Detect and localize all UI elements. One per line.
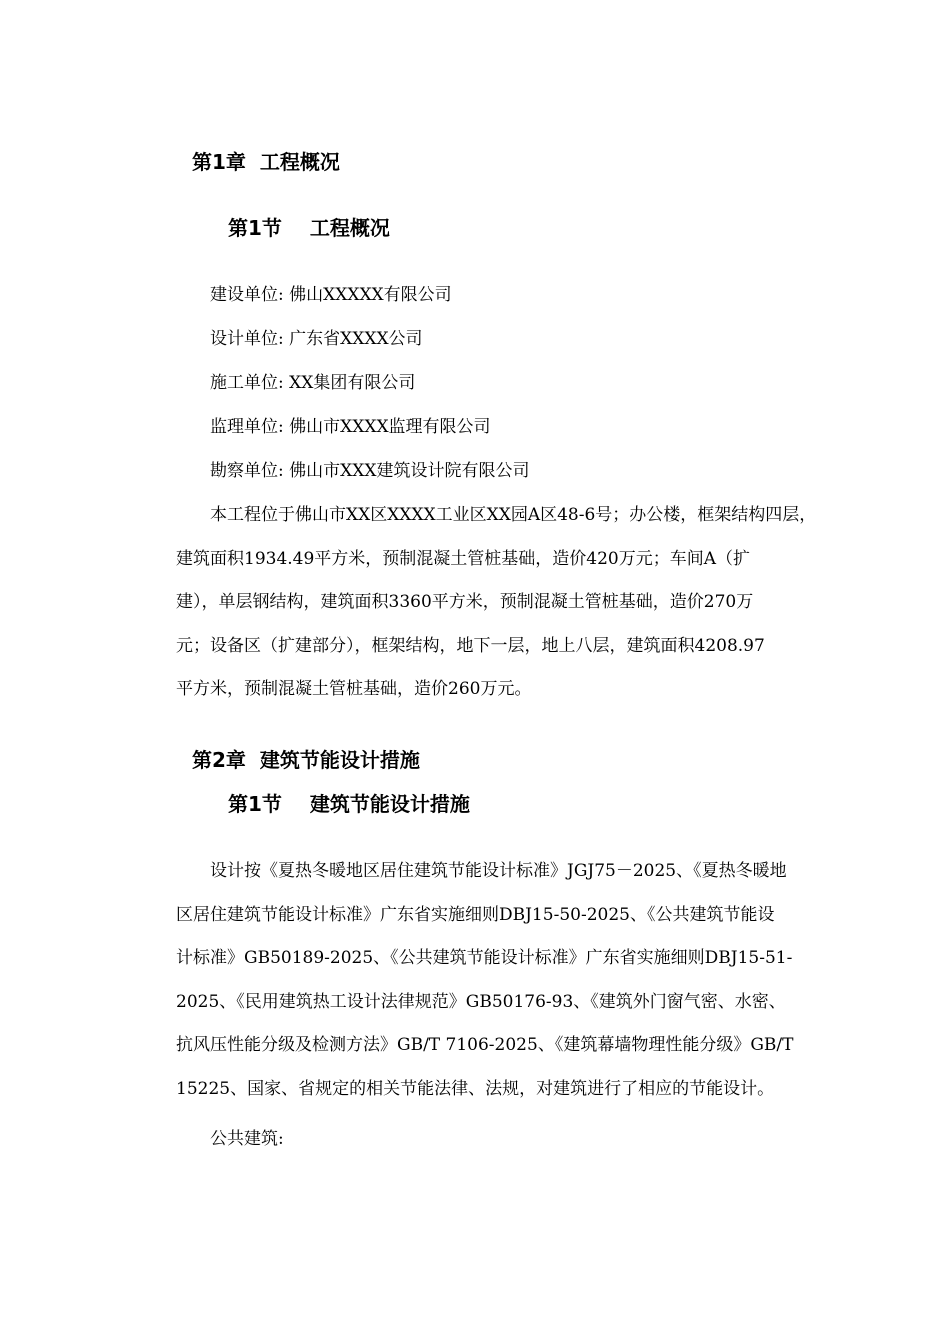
info-value: 佛山市XXXX监理有限公司 [289, 417, 491, 437]
public-building-label: 公共建筑: [210, 1129, 284, 1149]
info-value: 佛山市XXX建筑设计院有限公司 [289, 461, 530, 481]
design-line: 区居住建筑节能设计标准》广东省实施细则DBJ15-50-2025、《公共建筑节能设 [176, 904, 775, 925]
info-row-supervisor [210, 415, 491, 439]
design-line: 抗风压性能分级及检测方法》GB/T 7106-2025、《建筑幕墙物理性能分级》GB/T [176, 1035, 794, 1055]
design-line: 15225、国家、省规定的相关节能法律、法规，对建筑进行了相应的节能设计。 [176, 1078, 775, 1099]
info-label: 监理单位: [210, 417, 284, 437]
chapter-2-heading [192, 748, 420, 772]
overview-line: 平方米，预制混凝土管桩基础，造价260万元。 [176, 679, 532, 699]
info-label: 施工单位: [210, 373, 284, 393]
info-label: 建设单位: [210, 285, 284, 305]
info-value: XX集团有限公司 [289, 373, 416, 393]
design-line: 设计按《夏热冬暖地区居住建筑节能设计标准》JGJ75－2025、《夏热冬暖地 [210, 861, 787, 881]
info-value: 广东省XXXX公司 [289, 329, 423, 349]
info-label: 设计单位: [210, 329, 284, 349]
chapter-1-number: 第1章 [192, 150, 246, 174]
overview-line: 建），单层钢结构，建筑面积3360平方米，预制混凝土管桩基础，造价270万 [176, 592, 754, 612]
section-2-1-number: 第1节 [228, 792, 282, 816]
section-1-1-title: 工程概况 [309, 216, 390, 240]
overview-line: 元；设备区（扩建部分），框架结构，地下一层，地上八层，建筑面积4208.97 [176, 635, 765, 656]
info-row-client [210, 283, 452, 307]
overview-line: 建筑面积1934.49平方米，预制混凝土管桩基础，造价420万元；车间A（扩 [176, 548, 751, 569]
section-1-1-number: 第1节 [228, 216, 282, 240]
section-2-1-heading [228, 792, 470, 816]
info-label: 勘察单位: [210, 461, 284, 481]
chapter-2-number: 第2章 [192, 748, 246, 772]
design-line: 2025、《民用建筑热工设计法律规范》GB50176-93、《建筑外门窗气密、水密、 [176, 991, 786, 1012]
info-row-contractor [210, 371, 415, 395]
design-standards-paragraph [176, 850, 856, 1111]
overview-paragraph [176, 494, 856, 712]
section-1-1-heading [228, 216, 390, 240]
chapter-2-title: 建筑节能设计措施 [259, 748, 420, 772]
overview-line: 本工程位于佛山市XX区XXXX工业区XX园A区48-6号；办公楼，框架结构四层， [210, 505, 817, 525]
chapter-1-heading [192, 150, 340, 174]
section-2-1-title: 建筑节能设计措施 [309, 792, 470, 816]
info-row-designer [210, 327, 423, 351]
design-line: 计标准》GB50189-2025、《公共建筑节能设计标准》广东省实施细则DBJ15-51- [176, 948, 793, 968]
chapter-1-title: 工程概况 [259, 150, 340, 174]
info-row-surveyor [210, 459, 529, 483]
info-value: 佛山XXXXX有限公司 [289, 285, 452, 305]
